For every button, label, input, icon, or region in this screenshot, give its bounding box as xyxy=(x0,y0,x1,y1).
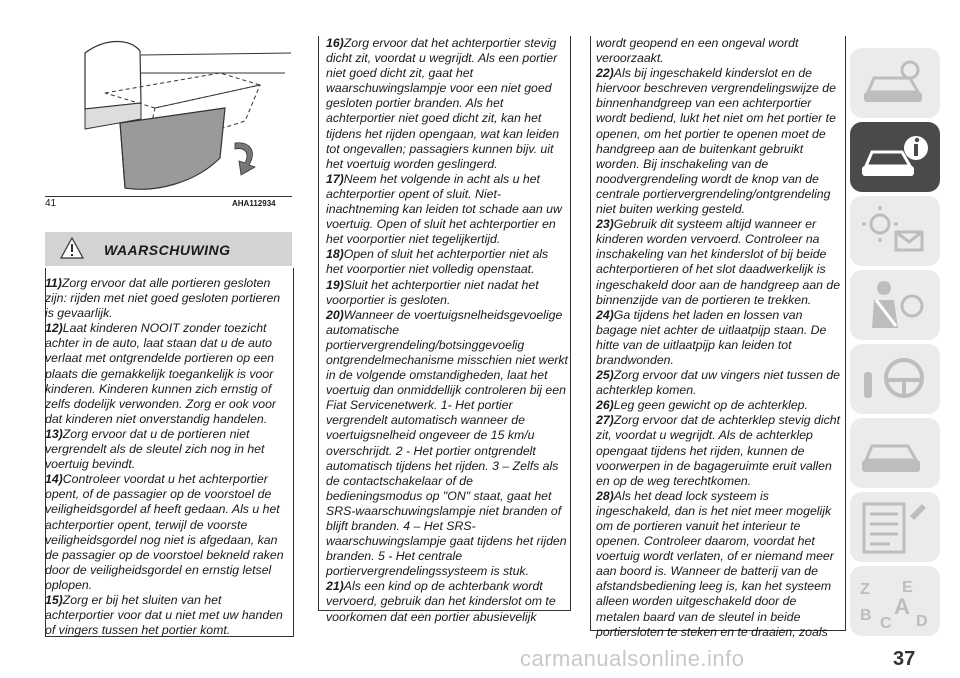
warning-item-text: Zorg ervoor dat u de portieren niet vergrendelt als de sleutel zich nog in het voertuig bevindt. xyxy=(45,426,265,472)
tab-checklist[interactable] xyxy=(850,492,940,564)
warning-item-number: 19) xyxy=(326,277,344,292)
warning-item xyxy=(596,489,842,640)
svg-text:C: C xyxy=(880,615,892,632)
warning-item-number: 18) xyxy=(326,247,344,262)
warning-item-number: 11) xyxy=(45,276,62,290)
warning-item-number: 28) xyxy=(596,488,614,503)
warning-column-2 xyxy=(326,36,568,625)
tab-warning-lights[interactable] xyxy=(850,196,940,268)
warning-item-number: 23) xyxy=(596,217,614,232)
warning-item xyxy=(45,593,291,638)
tab-car-exterior[interactable] xyxy=(850,48,940,120)
warning-title: WAARSCHUWING xyxy=(104,242,231,258)
warning-item-number: 27) xyxy=(596,413,614,428)
warning-item xyxy=(45,276,291,321)
warning-item-number: 12) xyxy=(45,321,63,336)
svg-text:Z: Z xyxy=(860,581,870,598)
warning-item-text: Als bij ingeschakeld kinderslot en de hiervoor beschreven vergrendelingswijze de binnenhandgreep van een achterportier wordt bediend, lukt het niet om het portier te openen, om het portier te openen moet de handgreep aan de buitenkant gebruikt worden. Bij inschakeling van de noodvergrendeling wordt de knop van de centrale portiervergrendeling/ontgrendeling niet buiten werking gesteld. xyxy=(596,66,836,217)
warning-item-text: wordt geopend en een ongeval wordt veroorzaakt. xyxy=(596,36,799,66)
warning-item-number: 24) xyxy=(596,307,614,322)
tab-steering-controls[interactable] xyxy=(850,344,940,416)
warning-item-text: Als een kind op de achterbank wordt vervoerd, gebruik dan het kinderslot om te voorkomen dat een portier abusievelijk xyxy=(326,579,556,624)
warning-item xyxy=(596,217,842,308)
figure-code: AHA112934 xyxy=(232,199,276,208)
warning-item-text: Gebruik dit systeem altijd wanneer er kinderen worden vervoerd. Controleer na inschakeling van het kinderslot of bij beide achterportieren of het slot daadwerkelijk is ingeschakeld door aan de handgreep aan de binnenzijde van de portieren te trekken. xyxy=(596,217,841,307)
warning-item xyxy=(326,172,568,247)
warning-item-text: Zorg er bij het sluiten van het achterportier voor dat u niet met uw handen of vingers tussen het portier komt. xyxy=(45,592,283,638)
warning-item-text: Controleer voordat u het achterportier opent, of de passagier op de voorstoel de veiligheidsgordel af heeft gedaan. Als u het achterportier opent, terwijl de voorste veiligheidsgordel nog niet is afgedaan, kan de passagier op de voorstoel bekneld raken door de veiligheidsgordel en ernstig letsel oplopen. xyxy=(45,472,284,592)
warning-item-number: 21) xyxy=(326,579,344,594)
warning-item xyxy=(326,36,568,172)
warning-item xyxy=(596,36,842,66)
tab-car-info[interactable] xyxy=(850,122,940,194)
warning-item-number: 16) xyxy=(326,36,344,50)
warning-item xyxy=(596,413,842,488)
warning-item-number: 26) xyxy=(596,398,614,413)
warning-item-number: 15) xyxy=(45,592,63,607)
warning-item xyxy=(326,308,568,580)
svg-text:E: E xyxy=(902,579,913,596)
svg-text:D: D xyxy=(916,613,928,630)
tab-seatbelt-airbag[interactable] xyxy=(850,270,940,342)
warning-column-1 xyxy=(45,276,291,638)
warning-item-text: Als het dead lock systeem is ingeschakeld, dan is het niet meer mogelijk om de portieren vanuit het interieur te openen. Controleer daarom, voordat het voertuig wordt verlaten, of er niemand meer aan boord is. Wanneer de batterij van de afstandsbediening leeg is, kan het systeem alleen worden uitgeschakeld door de metalen baard van de sleutel in beide portiersloten te steken en te draaien, zoals xyxy=(596,488,834,639)
warning-item-text: Wanneer de voertuigsnelheidsgevoelige automatische portiervergrendeling/botsinggevoelig ontgrendelmechanisme misschien niet werkt in de volgende omstandigheden, laat het voertuig dan onmiddellijk controleren bij een Fiat Servicenetwerk. 1- Het portier vergrendelt automatisch wanneer de voertuigsnelheid ongeveer de 15 km/u overschrijdt. 2 - Het portier ontgrendelt automatisch tijdens het rijden. 3 – Zelfs als de contactschakelaar of de bedieningsmodus op "ON" staat, gaat het SRS-waarschuwingslampje niet branden of blijft branden. 4 – Het SRS-waarschuwingslampje gaat tijdens het rijden branden. 5 - Het centrale portiervergrendelingssysteem is stuk. xyxy=(326,307,568,579)
warning-item xyxy=(596,368,842,398)
warning-item-text: Leg geen gewicht op de achterklep. xyxy=(613,398,808,413)
warning-item-text: Zorg ervoor dat het achterportier stevig dicht zit, voordat u wegrijdt. Als een portier niet goed dicht zit, gaat het waarschuwingslampje voor een niet goed gesloten portier branden. Als het achterportier niet goed dicht zit, kan het tijdens het rijden opengaan, wat kan leiden tot ongevallen; passagiers kunnen bijv. uit het voertuig worden geslingerd. xyxy=(326,36,560,171)
warning-item-text: Zorg ervoor dat uw vingers niet tussen de achterklep komen. xyxy=(596,368,841,398)
svg-text:A: A xyxy=(894,594,910,619)
warning-item xyxy=(45,321,291,427)
tailgate-figure xyxy=(45,33,292,195)
warning-item-text: Neem het volgende in acht als u het achterportier opent of sluit. Niet-inachtneming kan leiden tot schade aan uw voertuig. Open of sluit het achterportier en het voorportier niet tegelijkertijd. xyxy=(326,171,562,247)
svg-text:B: B xyxy=(860,607,872,624)
warning-item-number: 17) xyxy=(326,171,344,186)
warning-item-text: Zorg ervoor dat de achterklep stevig dicht zit, voordat u wegrijdt. Als de achterklep opengaat tijdens het rijden, kunnen de voorwerpen in de bagageruimte eruit vallen en op de weg terechtkomen. xyxy=(596,413,841,488)
warning-item-text: Laat kinderen NOOIT zonder toezicht achter in de auto, laat staan dat u de auto verlaat met ontgrendelde portieren op een plaats die gemakkelijk toegankelijk is voor kinderen. Kinderen kunnen zich ernstig of zelfs dodelijk verwonden. Zorg er ook voor dat kinderen niet onverstandig handelen. xyxy=(45,321,277,426)
watermark: carmanualsonline.info xyxy=(520,646,745,671)
warning-triangle-icon xyxy=(60,237,84,259)
warning-item-text: Zorg ervoor dat alle portieren gesloten zijn: rijden met niet goed gesloten portieren is gevaarlijk. xyxy=(45,276,281,321)
warning-item xyxy=(326,579,568,624)
warning-item-text: Ga tijdens het laden en lossen van bagage niet achter de uitlaatpijp staan. De hitte van de uitlaatpijp kan leiden tot brandwonden. xyxy=(596,307,827,367)
warning-item-number: 20) xyxy=(326,307,344,322)
page-number: 37 xyxy=(893,648,916,670)
figure-number: 41 xyxy=(45,198,57,209)
warning-item xyxy=(326,278,568,308)
figure-rule xyxy=(45,196,292,197)
warning-item xyxy=(596,398,842,413)
warning-item xyxy=(596,308,842,368)
warning-item xyxy=(45,472,291,593)
warning-item xyxy=(326,247,568,277)
warning-column-3 xyxy=(596,36,842,640)
warning-item-number: 25) xyxy=(596,368,614,383)
warning-item-text: Open of sluit het achterportier niet als het voorportier niet volledig openstaat. xyxy=(326,247,549,277)
warning-item-text: Sluit het achterportier niet nadat het voorportier is gesloten. xyxy=(326,277,539,307)
warning-item-number: 22) xyxy=(596,66,614,81)
warning-item-number: 13) xyxy=(45,426,63,441)
warning-item xyxy=(596,66,842,217)
warning-item xyxy=(45,427,291,472)
warning-item-number: 14) xyxy=(45,472,63,487)
tab-alphabetical-index[interactable] xyxy=(850,566,940,638)
tab-car-service[interactable] xyxy=(850,418,940,490)
